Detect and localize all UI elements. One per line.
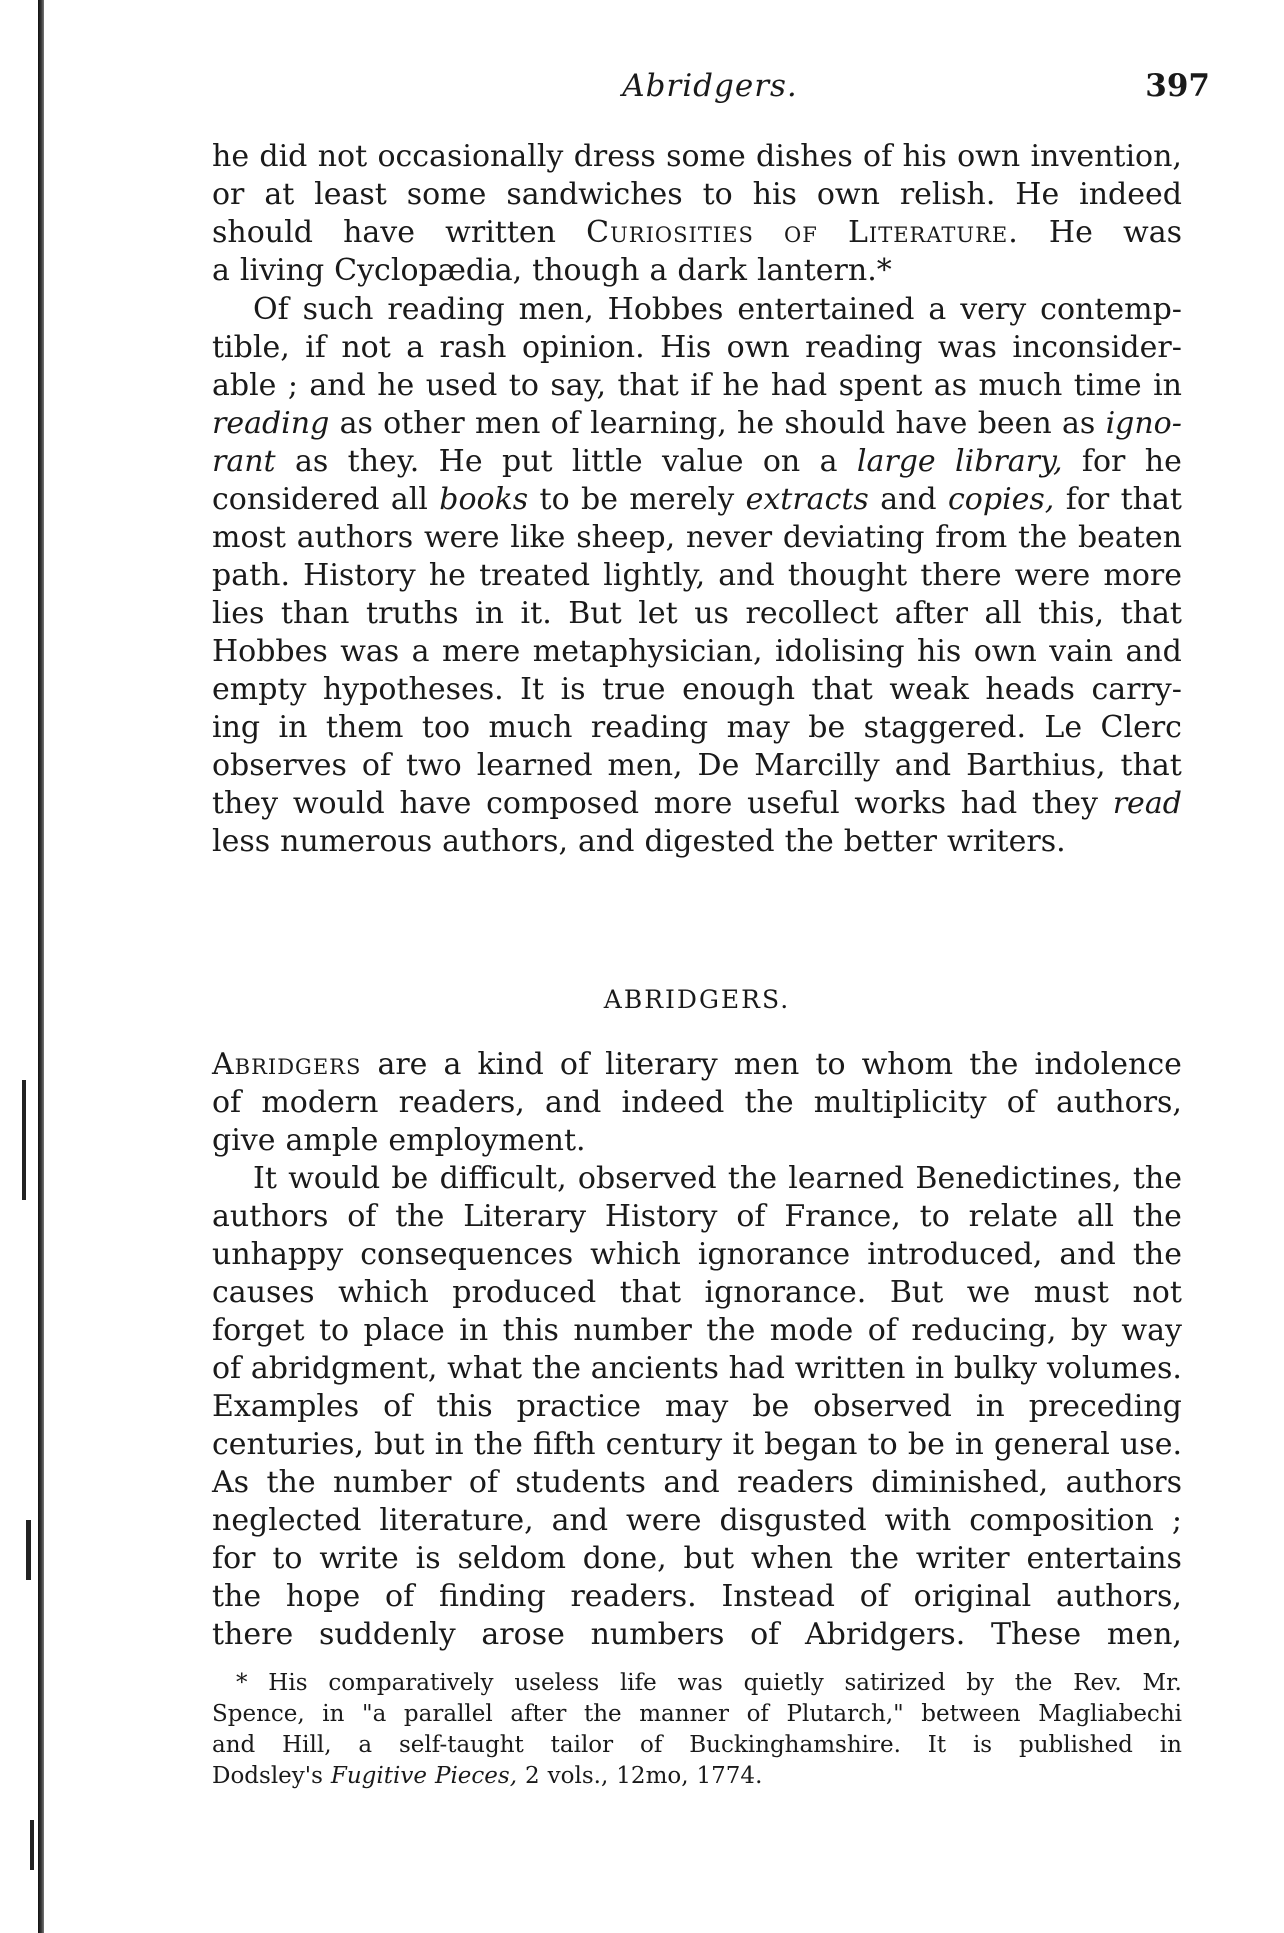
text-line: able ; and he used to say, that if he had spent as much time in: [212, 368, 1182, 403]
footnote-line: Spence, in "a parallel after the manner of Plutarch," between Magliabechi: [212, 1701, 1182, 1727]
binding-mark: [26, 1520, 31, 1580]
text-line: of modern readers, and indeed the multiplicity of authors,: [212, 1085, 1182, 1120]
text-line: less numerous authors, and digested the better writers.: [212, 824, 1066, 859]
text-line: reading as other men of learning, he should have been as igno-: [212, 406, 1182, 441]
text-line: empty hypotheses. It is true enough that weak heads carry-: [212, 672, 1182, 707]
text-line: As the number of students and readers diminished, authors: [212, 1465, 1182, 1500]
text-line: Of such reading men, Hobbes entertained a very contemp-: [253, 292, 1182, 327]
text-line: Examples of this practice may be observed in preceding: [212, 1389, 1182, 1424]
text-line: authors of the Literary History of France, to relate all the: [212, 1199, 1182, 1234]
text-line: ing in them too much reading may be staggered. Le Clerc: [212, 710, 1182, 745]
text-line: path. History he treated lightly, and thought there were more: [212, 558, 1182, 593]
text-line: causes which produced that ignorance. But we must not: [212, 1275, 1182, 1310]
running-head: Abridgers.: [622, 68, 798, 104]
binding-mark: [30, 1820, 34, 1870]
text-line: observes of two learned men, De Marcilly and Barthius, that: [212, 748, 1182, 783]
text-line: unhappy consequences which ignorance introduced, and the: [212, 1237, 1182, 1272]
text-line: for to write is seldom done, but when the writer entertains: [212, 1541, 1182, 1576]
text-line: considered all books to be merely extracts and copies, for that: [212, 482, 1182, 517]
footnote-line: and Hill, a self-taught tailor of Buckinghamshire. It is published in: [212, 1732, 1182, 1758]
binding-edge: [38, 0, 44, 1933]
text-line: Hobbes was a mere metaphysician, idolising his own vain and: [212, 634, 1182, 669]
section-heading: ABRIDGERS.: [603, 985, 791, 1014]
text-line: rant as they. He put little value on a large library, for he: [212, 444, 1182, 479]
text-line: neglected literature, and were disgusted with composition ;: [212, 1503, 1182, 1538]
text-line: or at least some sandwiches to his own relish. He indeed: [212, 177, 1182, 212]
text-line: It would be difficult, observed the learned Benedictines, the: [253, 1161, 1182, 1196]
footnote-line: Dodsley's Fugitive Pieces, 2 vols., 12mo, 1774.: [212, 1763, 763, 1789]
text-line: centuries, but in the fifth century it began to be in general use.: [212, 1427, 1182, 1462]
text-line: most authors were like sheep, never deviating from the beaten: [212, 520, 1182, 555]
text-line: the hope of finding readers. Instead of original authors,: [212, 1579, 1182, 1614]
text-line: a living Cyclopædia, though a dark lantern.*: [212, 253, 892, 288]
text-line: of abridgment, what the ancients had written in bulky volumes.: [212, 1351, 1182, 1386]
text-line: Abridgers are a kind of literary men to whom the indolence: [212, 1047, 1182, 1082]
text-line: give ample employment.: [212, 1123, 586, 1158]
text-line: they would have composed more useful works had they read: [212, 786, 1182, 821]
page-header: [210, 68, 1210, 118]
text-line: he did not occasionally dress some dishes of his own invention,: [212, 139, 1182, 174]
text-line: there suddenly arose numbers of Abridgers. These men,: [212, 1617, 1182, 1652]
binding-mark: [22, 1080, 26, 1200]
text-line: forget to place in this number the mode of reducing, by way: [212, 1313, 1182, 1348]
page-number: 397: [1145, 68, 1210, 104]
text-line: should have written Curiosities of Literature. He was: [212, 215, 1182, 250]
text-line: tible, if not a rash opinion. His own reading was inconsider-: [212, 330, 1182, 365]
footnote-line: * His comparatively useless life was quietly satirized by the Rev. Mr.: [236, 1670, 1182, 1696]
text-line: lies than truths in it. But let us recollect after all this, that: [212, 596, 1182, 631]
